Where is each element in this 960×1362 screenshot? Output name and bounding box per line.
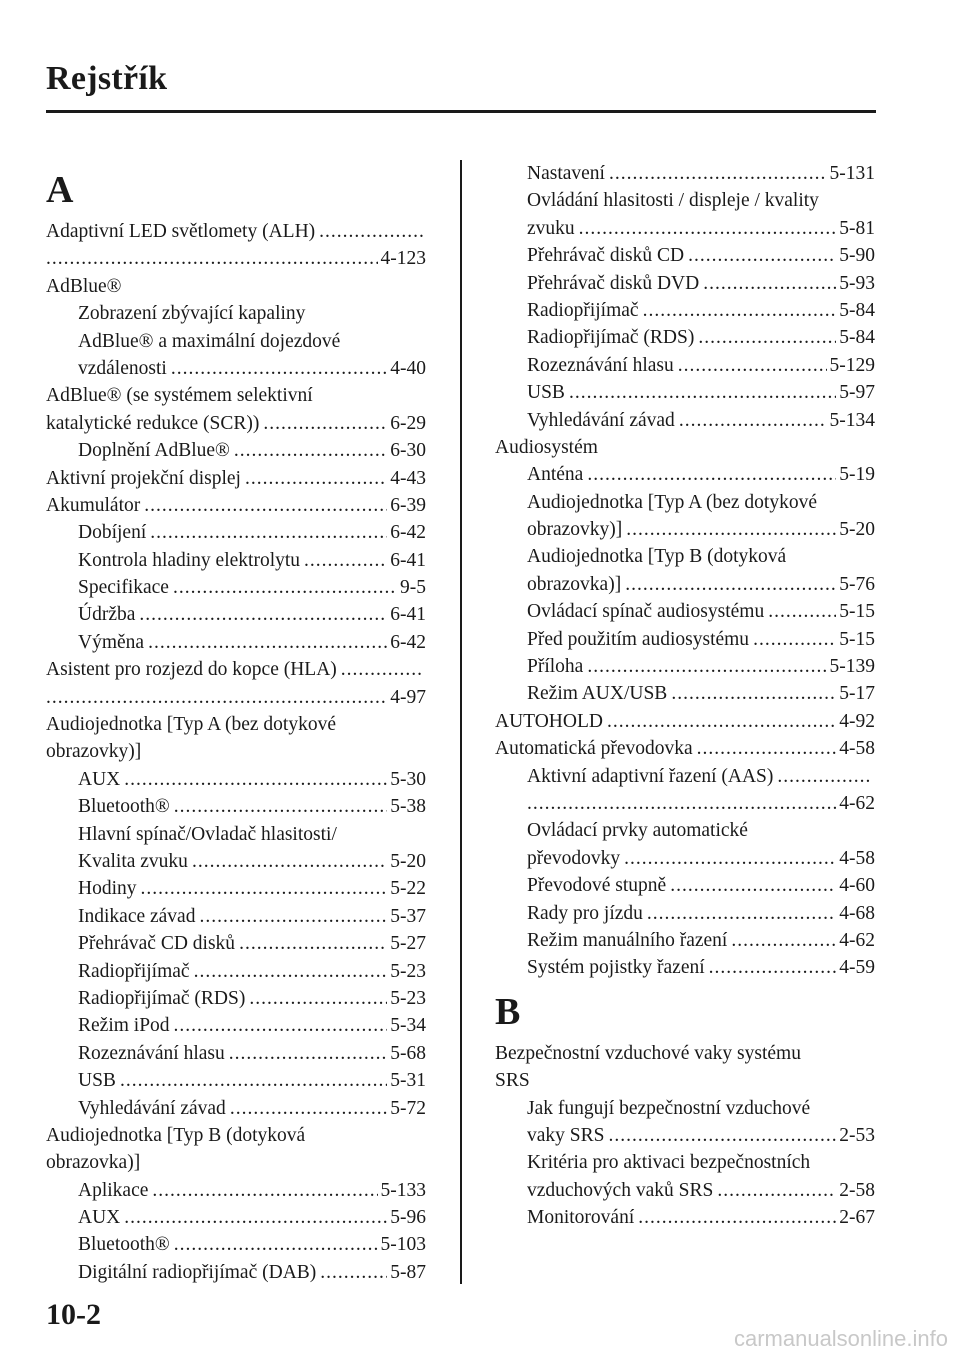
- dot-leader: [703, 270, 836, 297]
- index-page-ref: 6-41: [390, 604, 426, 626]
- index-heading-line: [495, 1095, 875, 1122]
- dot-leader: [341, 656, 423, 683]
- index-entry-text: Převodové stupně: [527, 875, 667, 897]
- index-entry-text: vzduchových vaků SRS: [527, 1179, 714, 1201]
- page-title: Rejstřík: [46, 60, 168, 97]
- index-entry: [46, 1177, 426, 1204]
- dot-leader: [249, 985, 387, 1012]
- dot-leader: [199, 903, 387, 930]
- index-entry-text: převodovky: [527, 847, 621, 869]
- index-entry: [495, 352, 875, 379]
- index-entry: [495, 1177, 875, 1204]
- column-divider: [460, 160, 462, 1284]
- index-page-ref: 6-39: [390, 494, 426, 516]
- dot-leader: [643, 297, 837, 324]
- index-entry-text: Indikace závad: [78, 905, 196, 927]
- index-page-ref: 6-41: [390, 549, 426, 571]
- index-entry: [495, 461, 875, 488]
- index-entry-text: vzdálenosti: [78, 357, 167, 379]
- index-page-ref: 5-30: [390, 768, 426, 790]
- index-column-right: [495, 160, 875, 1231]
- dot-leader: [239, 930, 387, 957]
- index-entry-text: Režim iPod: [78, 1015, 170, 1037]
- dot-leader: [671, 680, 836, 707]
- index-entry-text: Kontrola hladiny elektrolytu: [78, 549, 301, 571]
- index-entry-text: Zobrazení zbývající kapaliny: [78, 303, 306, 325]
- index-entry: [495, 1204, 875, 1231]
- index-entry-text: AdBlue® (se systémem selektivní: [46, 385, 313, 407]
- index-heading-line: [495, 817, 875, 844]
- dot-leader: [678, 352, 827, 379]
- dot-leader: [229, 1040, 388, 1067]
- dot-leader: [607, 708, 836, 735]
- index-page-ref: 6-42: [390, 522, 426, 544]
- index-entry-text: AUTOHOLD: [495, 710, 603, 732]
- index-entry: [495, 379, 875, 406]
- index-entry-text: Přehrávač CD disků: [78, 933, 236, 955]
- dot-leader: [638, 1204, 836, 1231]
- index-entry: [46, 1012, 426, 1039]
- index-page-ref: 4-58: [839, 738, 875, 760]
- dot-leader: [234, 437, 387, 464]
- index-entry-text: Režim manuálního řazení: [527, 929, 728, 951]
- index-heading-line: [495, 1067, 875, 1094]
- index-heading-line: [46, 821, 426, 848]
- index-page-ref: 4-40: [390, 357, 426, 379]
- index-entry-text: Ovládání hlasitosti / displeje / kvality: [527, 190, 819, 212]
- index-page-ref: 5-129: [829, 354, 875, 376]
- index-entry-text: Před použitím audiosystému: [527, 628, 750, 650]
- index-entry: [495, 516, 875, 543]
- index-entry-text: obrazovka)]: [46, 1152, 141, 1174]
- index-entry: [46, 848, 426, 875]
- index-page-ref: 5-133: [380, 1179, 426, 1201]
- index-entry-text: Audiosystém: [495, 436, 598, 458]
- index-entry: [46, 1204, 426, 1231]
- index-entry: [46, 1095, 426, 1122]
- dot-leader: [670, 872, 836, 899]
- index-entry-text: Audiojednotka [Typ B (dotyková: [527, 546, 787, 568]
- dot-leader: [697, 735, 837, 762]
- index-entry: [46, 1040, 426, 1067]
- index-page-ref: 5-34: [390, 1015, 426, 1037]
- index-heading-line: [495, 1040, 875, 1067]
- index-page-ref: 4-123: [380, 248, 426, 270]
- index-entry-text: katalytické redukce (SCR)): [46, 412, 260, 434]
- dot-leader: [698, 324, 836, 351]
- index-entry-text: Audiojednotka [Typ A (bez dotykové: [527, 491, 817, 513]
- index-entry: [495, 242, 875, 269]
- index-entry-text: Radiopřijímač: [78, 960, 190, 982]
- index-page-ref: 4-62: [839, 792, 875, 814]
- index-entry: [46, 958, 426, 985]
- index-page-ref: 4-59: [839, 957, 875, 979]
- index-entry: [46, 1231, 426, 1258]
- index-page-ref: 2-67: [839, 1207, 875, 1229]
- index-entry-text: Anténa: [527, 464, 584, 486]
- index-entry: [495, 954, 875, 981]
- index-entry-text: obrazovky)]: [527, 519, 623, 541]
- index-page-ref: 4-68: [839, 902, 875, 924]
- index-entry: [495, 708, 875, 735]
- dot-leader: [144, 492, 387, 519]
- index-entry: [46, 245, 426, 272]
- index-entry: [46, 465, 426, 492]
- index-section-letter: A: [46, 169, 74, 211]
- index-page-ref: 6-30: [390, 440, 426, 462]
- index-entry: [46, 218, 426, 245]
- index-entry: [495, 900, 875, 927]
- index-entry-text: Radiopřijímač (RDS): [78, 987, 246, 1009]
- index-entry: [46, 547, 426, 574]
- index-entry-text: USB: [527, 382, 565, 404]
- index-entry-text: Aplikace: [78, 1179, 149, 1201]
- dot-leader: [624, 845, 836, 872]
- index-entry-text: Příloha: [527, 656, 584, 678]
- dot-leader: [148, 629, 387, 656]
- index-heading-line: [495, 489, 875, 516]
- index-page-ref: 5-84: [839, 299, 875, 321]
- index-heading-line: [46, 738, 426, 765]
- index-column-left: [46, 160, 426, 1286]
- index-entry-text: Aktivní projekční displej: [46, 467, 241, 489]
- dot-leader: [717, 1177, 836, 1204]
- index-entry: [495, 270, 875, 297]
- index-entry-text: Rozeznávání hlasu: [527, 354, 674, 376]
- header-divider: [46, 110, 876, 113]
- dot-leader: [174, 793, 388, 820]
- dot-leader: [587, 461, 836, 488]
- index-page-ref: 5-90: [839, 245, 875, 267]
- dot-leader: [777, 763, 872, 790]
- index-heading-line: [495, 434, 875, 461]
- index-page-ref: 5-23: [390, 987, 426, 1009]
- index-entry-text: SRS: [495, 1070, 530, 1092]
- dot-leader: [230, 1095, 387, 1122]
- index-page-ref: 5-72: [390, 1097, 426, 1119]
- index-entry-text: Přehrávač disků CD: [527, 245, 685, 267]
- index-entry: [46, 355, 426, 382]
- index-page-ref: 4-43: [390, 467, 426, 489]
- index-entry: [46, 1259, 426, 1286]
- index-heading-line: [46, 1122, 426, 1149]
- index-entry-text: Vyhledávání závad: [527, 409, 675, 431]
- index-entry-text: Doplnění AdBlue®: [78, 440, 230, 462]
- index-page-ref: 5-31: [390, 1070, 426, 1092]
- index-entry: [46, 410, 426, 437]
- dot-leader: [731, 927, 836, 954]
- index-entry: [495, 626, 875, 653]
- index-page-ref: 6-29: [390, 412, 426, 434]
- index-page-ref: 2-58: [839, 1179, 875, 1201]
- index-page-ref: 5-96: [390, 1207, 426, 1229]
- index-entry-text: Dobíjení: [78, 522, 147, 544]
- index-entry: [495, 927, 875, 954]
- index-entry: [495, 845, 875, 872]
- index-entry-text: Digitální radiopřijímač (DAB): [78, 1261, 317, 1283]
- index-entry-text: Adaptivní LED světlomety (ALH): [46, 221, 316, 242]
- index-page-ref: 5-19: [839, 464, 875, 486]
- index-page-ref: 2-53: [839, 1124, 875, 1146]
- index-entry: [495, 297, 875, 324]
- index-entry: [495, 215, 875, 242]
- index-heading-line: [495, 1149, 875, 1176]
- index-page-ref: 5-15: [839, 601, 875, 623]
- dot-leader: [768, 598, 836, 625]
- index-entry-text: Hlavní spínač/Ovladač hlasitosti/: [78, 823, 337, 845]
- index-entry-text: Bezpečnostní vzduchové vaky systému: [495, 1042, 801, 1064]
- dot-leader: [679, 407, 827, 434]
- dot-leader: [688, 242, 836, 269]
- dot-leader: [609, 160, 827, 187]
- dot-leader: [608, 1122, 836, 1149]
- index-entry-text: Kritéria pro aktivaci bezpečnostních: [527, 1152, 811, 1174]
- watermark: carmanualsonline.info: [733, 1326, 948, 1351]
- index-page-ref: 5-134: [829, 409, 875, 431]
- dot-leader: [587, 653, 826, 680]
- index-entry-text: Bluetooth®: [78, 796, 170, 818]
- index-entry-text: Specifikace: [78, 577, 169, 599]
- dot-leader: [192, 848, 387, 875]
- index-page-ref: 4-60: [839, 875, 875, 897]
- dot-leader: [152, 1177, 377, 1204]
- index-entry-text: Jak fungují bezpečnostní vzduchové: [527, 1097, 811, 1119]
- index-page-ref: 4-58: [839, 847, 875, 869]
- dot-leader: [124, 1204, 387, 1231]
- index-heading-line: [495, 187, 875, 214]
- index-page-ref: 5-131: [829, 163, 875, 184]
- index-entry: [495, 763, 875, 790]
- index-heading-line: [46, 300, 426, 327]
- index-heading-line: [46, 1149, 426, 1176]
- index-entry-text: zvuku: [527, 217, 575, 239]
- dot-leader: [647, 900, 836, 927]
- index-entry: [495, 680, 875, 707]
- index-page-ref: 4-97: [390, 686, 426, 708]
- index-entry-text: AUX: [78, 768, 121, 790]
- index-entry-text: Bluetooth®: [78, 1234, 170, 1256]
- dot-leader: [625, 571, 836, 598]
- index-entry-text: Rady pro jízdu: [527, 902, 643, 924]
- index-entry-text: Systém pojistky řazení: [527, 957, 705, 979]
- index-entry: [46, 629, 426, 656]
- index-entry-text: Kvalita zvuku: [78, 850, 188, 872]
- index-section-letter: B: [495, 990, 521, 1033]
- index-entry-text: Ovládací spínač audiosystému: [527, 601, 765, 623]
- index-page-ref: 4-92: [839, 710, 875, 732]
- index-entry-text: AUX: [78, 1207, 121, 1229]
- dot-leader: [709, 954, 837, 981]
- index-page-ref: 5-93: [839, 272, 875, 294]
- index-entry: [495, 407, 875, 434]
- index-entry: [46, 519, 426, 546]
- index-page-ref: 5-20: [390, 850, 426, 872]
- index-entry-text: Rozeznávání hlasu: [78, 1042, 225, 1064]
- index-page-ref: 5-68: [390, 1042, 426, 1064]
- dot-leader: [174, 1231, 378, 1258]
- index-page-ref: 5-23: [390, 960, 426, 982]
- index-entry-text: AdBlue® a maximální dojezdové: [78, 330, 341, 352]
- dot-leader: [319, 218, 423, 245]
- index-entry-text: Nastavení: [527, 163, 605, 184]
- index-entry: [495, 571, 875, 598]
- dot-leader: [120, 1067, 387, 1094]
- index-entry: [495, 598, 875, 625]
- index-entry-text: obrazovky)]: [46, 741, 142, 763]
- index-page-ref: 5-38: [390, 796, 426, 818]
- index-entry: [46, 930, 426, 957]
- index-entry-text: Akumulátor: [46, 494, 141, 516]
- index-entry: [46, 492, 426, 519]
- index-entry: [46, 656, 426, 683]
- index-entry-text: Ovládací prvky automatické: [527, 820, 748, 842]
- dot-leader: [579, 215, 837, 242]
- index-entry: [495, 872, 875, 899]
- index-heading-line: [46, 711, 426, 738]
- index-entry: [46, 875, 426, 902]
- index-entry-text: Režim AUX/USB: [527, 683, 668, 705]
- dot-leader: [46, 684, 387, 711]
- index-page-ref: 5-103: [380, 1234, 426, 1256]
- index-entry-text: Aktivní adaptivní řazení (AAS): [527, 765, 774, 787]
- dot-leader: [527, 790, 836, 817]
- index-entry: [495, 1122, 875, 1149]
- index-entry: [495, 653, 875, 680]
- index-entry-text: Asistent pro rozjezd do kopce (HLA): [46, 659, 337, 681]
- index-entry-text: Monitorování: [527, 1207, 635, 1229]
- index-entry: [46, 437, 426, 464]
- dot-leader: [263, 410, 387, 437]
- dot-leader: [124, 766, 387, 793]
- index-entry-text: AdBlue®: [46, 275, 122, 297]
- index-entry-text: Audiojednotka [Typ A (bez dotykové: [46, 714, 336, 736]
- index-entry-text: Výměna: [78, 631, 145, 653]
- index-entry-text: Audiojednotka [Typ B (dotyková: [46, 1124, 306, 1146]
- dot-leader: [141, 875, 388, 902]
- index-entry: [46, 793, 426, 820]
- index-entry: [495, 324, 875, 351]
- index-entry-text: Vyhledávání závad: [78, 1097, 226, 1119]
- dot-leader: [304, 547, 387, 574]
- index-entry-text: Radiopřijímač (RDS): [527, 327, 695, 349]
- index-entry: [46, 684, 426, 711]
- index-heading-line: [46, 273, 426, 300]
- index-entry: [46, 601, 426, 628]
- index-page-ref: 6-42: [390, 631, 426, 653]
- index-entry-text: obrazovka)]: [527, 573, 622, 595]
- index-entry-text: Hodiny: [78, 878, 137, 900]
- index-page-ref: 5-139: [829, 656, 875, 678]
- index-entry-text: Přehrávač disků DVD: [527, 272, 700, 294]
- index-entry: [495, 790, 875, 817]
- dot-leader: [174, 1012, 388, 1039]
- index-entry-text: Údržba: [78, 604, 136, 626]
- dot-leader: [150, 519, 387, 546]
- index-entry: [495, 160, 875, 187]
- index-page-ref: 5-37: [390, 905, 426, 927]
- index-page-ref: 5-76: [839, 573, 875, 595]
- index-entry: [495, 735, 875, 762]
- index-page-ref: 5-20: [839, 519, 875, 541]
- index-entry: [46, 574, 426, 601]
- index-entry-text: vaky SRS: [527, 1124, 605, 1146]
- index-page-ref: 5-97: [839, 382, 875, 404]
- index-entry: [46, 766, 426, 793]
- dot-leader: [569, 379, 836, 406]
- index-entry: [46, 985, 426, 1012]
- index-page-ref: 5-84: [839, 327, 875, 349]
- index-entry-text: USB: [78, 1070, 116, 1092]
- index-page-ref: 5-81: [839, 217, 875, 239]
- dot-leader: [171, 355, 387, 382]
- index-page-ref: 5-22: [390, 878, 426, 900]
- page-number: 10-2: [46, 1298, 101, 1331]
- index-page-ref: 9-5: [400, 577, 426, 599]
- index-entry: [46, 1067, 426, 1094]
- index-heading-line: [46, 328, 426, 355]
- index-entry-text: Radiopřijímač: [527, 299, 639, 321]
- dot-leader: [139, 601, 387, 628]
- dot-leader: [245, 465, 387, 492]
- index-heading-line: [46, 382, 426, 409]
- index-heading-line: [495, 543, 875, 570]
- dot-leader: [320, 1259, 387, 1286]
- index-entry-text: Automatická převodovka: [495, 738, 693, 760]
- index-page-ref: 5-15: [839, 628, 875, 650]
- index-page-ref: 5-87: [390, 1261, 426, 1283]
- index-page-ref: 4-62: [839, 929, 875, 951]
- dot-leader: [173, 574, 397, 601]
- dot-leader: [194, 958, 388, 985]
- dot-leader: [753, 626, 836, 653]
- index-entry: [46, 903, 426, 930]
- dot-leader: [626, 516, 836, 543]
- index-page-ref: 5-17: [839, 683, 875, 705]
- index-page-ref: 5-27: [390, 933, 426, 955]
- dot-leader: [46, 245, 378, 272]
